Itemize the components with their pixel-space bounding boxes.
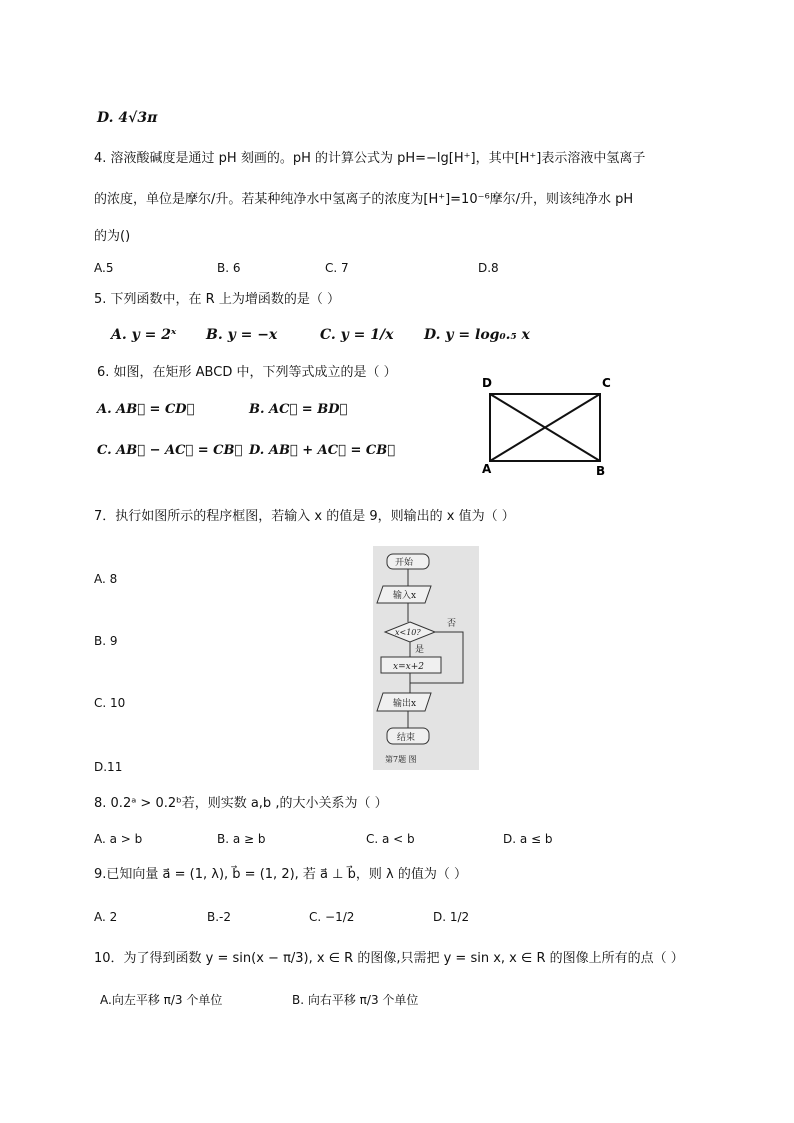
q5-option-b: B. y = −x bbox=[206, 327, 278, 343]
q10-option-b: B. 向右平移 π/3 个单位 bbox=[292, 993, 419, 1007]
q4-line-3: 的为() bbox=[94, 229, 131, 244]
flow-caption: 第7题 图 bbox=[385, 755, 417, 764]
q7-option-a: A. 8 bbox=[94, 572, 118, 586]
q7-option-d: D.11 bbox=[94, 760, 123, 774]
flow-condition-label: x<10? bbox=[395, 628, 421, 637]
flow-yes-label: 是 bbox=[415, 645, 425, 655]
q10-option-a: A.向左平移 π/3 个单位 bbox=[100, 993, 223, 1007]
q8-stem: 8. 0.2ᵃ > 0.2ᵇ若，则实数 a,b ,的大小关系为（ ） bbox=[94, 796, 388, 811]
q4-line-2: 的浓度，单位是摩尔/升。若某种纯净水中氢离子的浓度为[H⁺]=10⁻⁶摩尔/升，则该纯净水 pH bbox=[94, 192, 634, 207]
q6-option-c: C. AB⃗ − AC⃗ = CB⃗ bbox=[97, 443, 243, 458]
q6-option-d: D. AB⃗ + AC⃗ = CB⃗ bbox=[249, 443, 395, 458]
flow-start-label: 开始 bbox=[395, 558, 414, 568]
q9-stem: 9.已知向量 a⃗ = (1, λ), b⃗ = (1, 2), 若 a⃗ ⊥ b⃗，则 λ 的值为（ ） bbox=[94, 867, 467, 882]
q10-stem: 10．为了得到函数 y = sin(x − π/3), x ∈ R 的图像,只需把 y = sin x, x ∈ R 的图像上所有的点（ ） bbox=[94, 951, 684, 966]
q8-option-b: B. a ≥ b bbox=[217, 832, 266, 846]
flow-no-label: 否 bbox=[447, 619, 457, 629]
q8-option-c: C. a < b bbox=[366, 832, 415, 846]
q7-option-c: C. 10 bbox=[94, 696, 126, 710]
label-c: C bbox=[602, 376, 611, 390]
label-b: B bbox=[596, 464, 606, 478]
q9-option-a: A. 2 bbox=[94, 910, 118, 924]
q4-option-b: B. 6 bbox=[217, 261, 241, 275]
q5-stem: 5. 下列函数中，在 R 上为增函数的是（ ） bbox=[94, 292, 340, 307]
rectangle-abcd-figure bbox=[468, 375, 618, 480]
q9-option-d: D. 1/2 bbox=[433, 910, 470, 924]
q5-option-a: A. y = 2ˣ bbox=[111, 327, 177, 343]
q4-line-1: 4. 溶液酸碱度是通过 pH 刻画的。pH 的计算公式为 pH=−lg[H⁺]，其中[H⁺]表示溶液中氢离子 bbox=[94, 151, 646, 166]
q6-option-b: B. AC⃗ = BD⃗ bbox=[249, 402, 348, 417]
q5-option-c: C. y = 1/x bbox=[320, 327, 394, 343]
flow-output-label: 输出x bbox=[393, 699, 417, 709]
q6-option-a: A. AB⃗ = CD⃗ bbox=[97, 402, 195, 417]
q8-option-a: A. a > b bbox=[94, 832, 143, 846]
flow-end-label: 结束 bbox=[397, 733, 416, 743]
q7-option-b: B. 9 bbox=[94, 634, 118, 648]
q5-option-d: D. y = log₀.₅ x bbox=[424, 327, 530, 343]
flow-assign-label: x=x+2 bbox=[393, 662, 424, 672]
q7-stem: 7．执行如图所示的程序框图，若输入 x 的值是 9，则输出的 x 值为（ ） bbox=[94, 509, 515, 524]
label-a: A bbox=[482, 462, 492, 476]
q3-option-d: D. 4√3π bbox=[97, 110, 158, 126]
flow-input-label: 输入x bbox=[393, 591, 417, 601]
q4-option-a: A.5 bbox=[94, 261, 114, 275]
q6-stem: 6. 如图，在矩形 ABCD 中，下列等式成立的是（ ） bbox=[97, 365, 397, 380]
q4-option-d: D.8 bbox=[478, 261, 499, 275]
q9-option-b: B.-2 bbox=[207, 910, 232, 924]
q4-option-c: C. 7 bbox=[325, 261, 349, 275]
label-d: D bbox=[482, 376, 492, 390]
flowchart-figure bbox=[373, 546, 479, 770]
q9-option-c: C. −1/2 bbox=[309, 910, 355, 924]
q8-option-d: D. a ≤ b bbox=[503, 832, 553, 846]
